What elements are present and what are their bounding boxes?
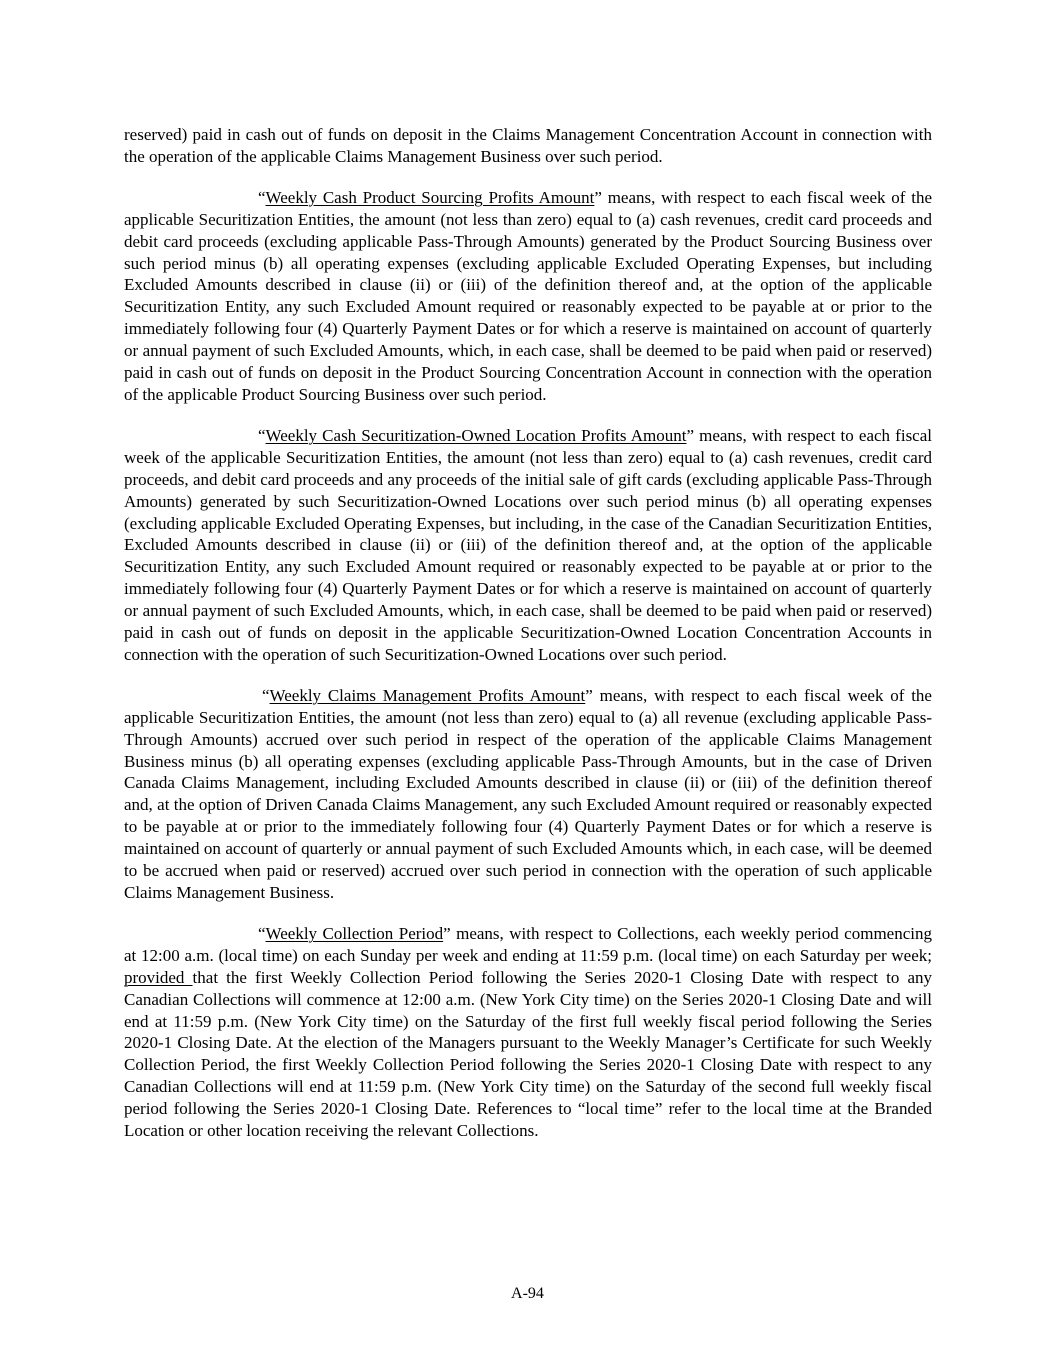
definition-weekly-claims-management-profits-amount [124, 685, 932, 904]
provided-emphasis: provided [124, 967, 193, 987]
definition-weekly-collection-period [124, 923, 932, 1142]
definition-text: ” means, with respect to each fiscal week of the applicable Securitization Entities, the amount (not less than zero) equal to (a) cash revenues, credit card proceeds, and debit card proceeds and any proceeds of the initial sale of gift cards (excluding applicable Pass-Through Amounts) generated by such Securitization-Owned Locations over such period minus (b) all operating expenses (excluding applicable Excluded Operating Expenses, but including, in the case of the Canadian Securitization Entities, Excluded Amounts described in clause (ii) or (iii) of the definition thereof and, at the option of the applicable Securitization Entity, any such Excluded Amount required or reasonably expected to be payable at or prior to the immediately following four (4) Quarterly Payment Dates or for which a reserve is maintained on account of quarterly or annual payment of such Excluded Amounts, which, in each case, shall be deemed to be paid when paid or reserved) paid in cash out of funds on deposit in the applicable Securitization-Owned Location Concentration Accounts in connection with the operation of such Securitization-Owned Locations over such period. [124, 425, 932, 664]
definition-text: ” means, with respect to each fiscal week of the applicable Securitization Entities, the amount (not less than zero) equal to (a) cash revenues, credit card proceeds and debit card proceeds (excluding applicable Pass-Through Amounts) generated by the Product Sourcing Business over such period minus (b) all operating expenses (excluding applicable Excluded Operating Expenses, but including Excluded Amounts described in clause (ii) or (iii) of the definition thereof and, at the option of the applicable Securitization Entity, any such Excluded Amount required or reasonably expected to be payable at or prior to the immediately following four (4) Quarterly Payment Dates or for which a reserve is maintained on account of quarterly or annual payment of such Excluded Amounts, which, in each case, shall be deemed to be paid when paid or reserved) paid in cash out of funds on deposit in the Product Sourcing Concentration Account in connection with the operation of the applicable Product Sourcing Business over such period. [124, 187, 933, 404]
open-quote: “ [258, 425, 266, 445]
definition-text: ” means, with respect to each fiscal week of the applicable Securitization Entities, the amount (not less than zero) equal to (a) all revenue (excluding applicable Pass-Through Amounts) accrued over such period in respect of the operation of the applicable Claims Management Business minus (b) all operating expenses (excluding applicable Pass-Through Amounts, but in the case of Driven Canada Claims Management, including Excluded Amounts described in clause (ii) or (iii) of the definition thereof and, at the option of Driven Canada Claims Management, any such Excluded Amount required or reasonably expected to be payable at or prior to the immediately following four (4) Quarterly Payment Dates or for which a reserve is maintained on account of quarterly or annual payment of such Excluded Amounts which, in each case, will be deemed to be accrued when paid or reserved) accrued over such period in connection with the operation of such applicable Claims Management Business. [124, 685, 932, 902]
document-page [124, 124, 932, 1161]
open-quote: “ [258, 187, 266, 207]
definition-weekly-cash-securitization-owned-location-profits-amount [124, 425, 932, 666]
definition-weekly-cash-product-sourcing-profits-amount [124, 187, 932, 406]
open-quote: “ [262, 685, 270, 705]
defined-term: Weekly Collection Period [265, 923, 444, 943]
open-quote: “ [258, 923, 266, 943]
paragraph-continuation: reserved) paid in cash out of funds on deposit in the Claims Management Concentration Account in connection with the operation of the applicable Claims Management Business over such period. [124, 125, 932, 166]
definition-text-continued: that the first Weekly Collection Period following the Series 2020-1 Closing Date with respect to any Canadian Collections will commence at 12:00 a.m. (New York City time) on the Series 2020-1 Closing Date and will end at 11:59 p.m. (New York City time) on the Saturday of the first full weekly fiscal period following the Series 2020-1 Closing Date. At the election of the Managers pursuant to the Weekly Manager’s Certificate for such Weekly Collection Period, the first Weekly Collection Period following the Series 2020-1 Closing Date with respect to any Canadian Collections will end at 11:59 p.m. (New York City time) on the Saturday of the second full weekly fiscal period following the Series 2020-1 Closing Date. References to “local time” refer to the local time at the Branded Location or other location receiving the relevant Collections. [124, 967, 932, 1141]
page-number: A-94 [511, 1285, 544, 1302]
definition-text: ” means, with respect to Collections, each weekly period commencing at 12:00 a.m. (local time) on each Sunday per week and ending at 11:59 p.m. (local time) on each Saturday per week; [124, 923, 932, 965]
defined-term: Weekly Cash Securitization-Owned Location Profits Amount [265, 425, 687, 445]
defined-term: Weekly Cash Product Sourcing Profits Amount [265, 187, 595, 207]
defined-term: Weekly Claims Management Profits Amount [269, 685, 586, 705]
